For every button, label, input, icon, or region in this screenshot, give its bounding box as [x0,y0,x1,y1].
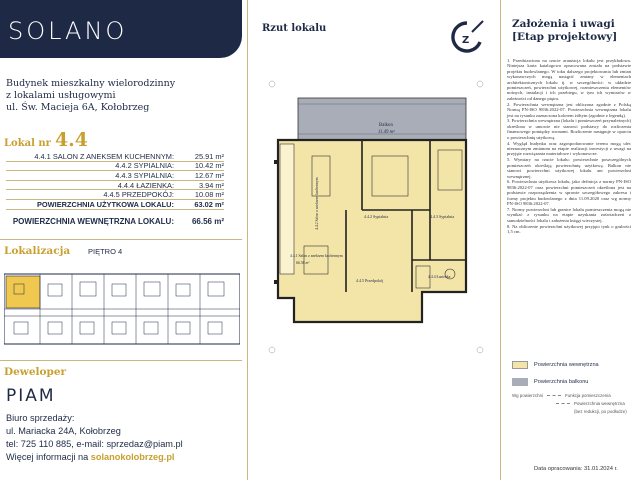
date-label: Data opracowania: 31.01.2024 r. [534,466,618,472]
swatch-balcony [512,378,528,386]
developer-title: Deweloper [4,366,67,378]
floor-plan [252,60,492,430]
room-row: 4.4.5 PRZEDPOKÓJ: 10.08 m² [6,190,224,200]
sales-office-label: Biuro sprzedaży: [6,413,75,423]
unit-label: Lokal nr [4,138,51,149]
note-item: 4. Wygląd budynku oraz zagospodarowanie terenu mogą ulec nieznacznym zmianom na etapie realizacji inwestycji z uwagi na przyjęte rozwiązania materiałowe i wykonawcze. [507,140,631,157]
column-divider [247,0,248,480]
building-type: Budynek mieszkalny wielorodzinny [6,78,176,89]
room-table [6,152,224,226]
website-line: Więcej informacji na solanokolobrzeg.pl [6,452,175,462]
room-row: 4.4.1 SALON Z ANEKSEM KUCHENNYM: 25.91 m² [6,152,224,162]
room-row: 4.4.2 SYPIALNIA: 10.42 m² [6,162,224,172]
sales-phone-email[interactable]: tel: 725 110 885, e-mail: sprzedaz@piam.pl [6,439,183,449]
svg-text:Z: Z [462,35,470,46]
note-item: 2. Powierzchnia wewnętrzna jest obliczona zgodnie z Polską Normą PN-ISO 9836:2022-07. Powierzchnia wewnętrzna lokalu jest na rysunku zaznaczona kolorem żółtym (zgodnie z legendą). [507,101,631,118]
room-area-label: 66.56 m² [296,261,310,265]
internal-area-row: POWIERZCHNIA WEWNĘTRZNA LOKALU: 66.56 m² [12,216,224,226]
notes-list [507,58,631,235]
legend-inner: Powierzchnia wewnętrzna [512,358,599,371]
solano-logo: SOLANO [8,17,128,45]
room-label: 4.4.1 Salon z aneksem kuchennym [290,254,343,258]
highlighted-unit [6,276,40,308]
swatch-inner [512,361,528,369]
website-link[interactable]: solanokolobrzeg.pl [90,452,175,462]
note-item: 6. Powierzchnia użytkowa lokalu, jako definicja z normy PN-ISO 9836:2022-07 oraz powierzchni pomieszczeń określona jest na podstawie rozporządzenia w sprawie szczegółowego zakresu i formy projektu budowlanego z dnia 11.09.2020 oraz wg normy PN-ISO 9836:2022-07. [507,179,631,207]
building-street: ul. Św. Macieja 6A, Kołobrzeg [6,102,150,113]
room-label: 4.4.2 Salon z aneksem kuchennym [315,177,319,230]
plan-title: Rzut lokalu [262,23,327,34]
floor-key-plan [4,264,240,354]
room-row: 4.4.3 SYPIALNIA: 12.67 m² [6,171,224,181]
balcony-label: Balkon [379,123,393,128]
note-item: 5. Wymiary na rzucie lokalu: powierzchnie poszczególnych pomieszczeń określają powierzchnię użytkową. Balkon nie stanowi powierzchni użytkowej lokalu ani powierzchni wewnętrznej. [507,157,631,179]
note-item: 7. Normy powierzchni lub granice lokalu pomieszczenia mogą nie wynikać z rysunku na etapie uzyskania zaświadczeń o samodzielności lokalu i założenia księgi wieczystej. [507,206,631,223]
note-item: 1. Przedstawiona na rzucie aranżacja lokalu jest przykładowa. Niniejsza karta katalogowa opracowana została na podstawie projektu budowlanego. W toku dalszego projektowania lub zmian wykonawczych mogą nastąpić zmiany w elementach architektonicznych lokalu tj. w szczególności: w układzie pomieszczeń, powierzchni użytkowej, rozmieszczeniu elementów nośnych, instalacji i ich przebiegu, w tym ich wymiarów w zależności od danego piętra. [507,58,631,101]
room-row: 4.4.4 ŁAZIENKA: 3.94 m² [6,181,224,191]
room-label: 4.4.2 Sypialnia [364,214,389,219]
building-address [6,78,206,114]
line-legend: Wg powierzchni Funkcja pomieszczenia Powierzchnia wewnętrzna (bez redukcji, po podłodze) [512,393,627,414]
legend-balcony: Powierzchnia balkonu [512,375,599,388]
usable-area-row: POWIERZCHNIA UŻYTKOWA LOKALU: 63.02 m² [6,200,224,210]
unit-number: 4.4 [54,129,88,151]
room-label: 4.4.4 Łazienka [428,275,451,279]
room-label: 4.4.5 Przedpokój [356,278,384,283]
brand-header [0,0,242,58]
notes-title: Założenia i uwagi [Etap projektowy] [512,18,618,43]
location-title: Lokalizacja [4,245,71,257]
divider [0,239,242,240]
room-label: 4.4.3 Sypialnia [430,214,455,219]
divider [0,360,242,361]
area-legend [512,358,599,392]
note-item: 3. Powierzchnia wewnętrzna (lokalu i pomieszczeń przynależnych) określona w umowie nie stanowi podstawy do rozliczenia finansowego pomiędzy stronami. Rozliczenie następuje w oparciu o powierzchnię użytkową. [507,118,631,140]
sales-contact [6,412,183,464]
unit-heading [4,129,88,151]
piam-logo: PIAM [6,386,56,406]
location-floor: PIĘTRO 4 [88,247,123,256]
compass-north-icon [450,20,484,54]
sales-address: ul. Mariacka 24A, Kołobrzeg [6,426,121,436]
balcony-area-label: 11.49 m² [378,130,395,135]
column-divider [500,0,501,480]
building-subtype: z lokalami usługowymi [6,90,116,101]
note-item: 8. Na obliczenie powierzchni użytkowej przyjęto tynk o grubości 1,5 cm. [507,223,631,235]
